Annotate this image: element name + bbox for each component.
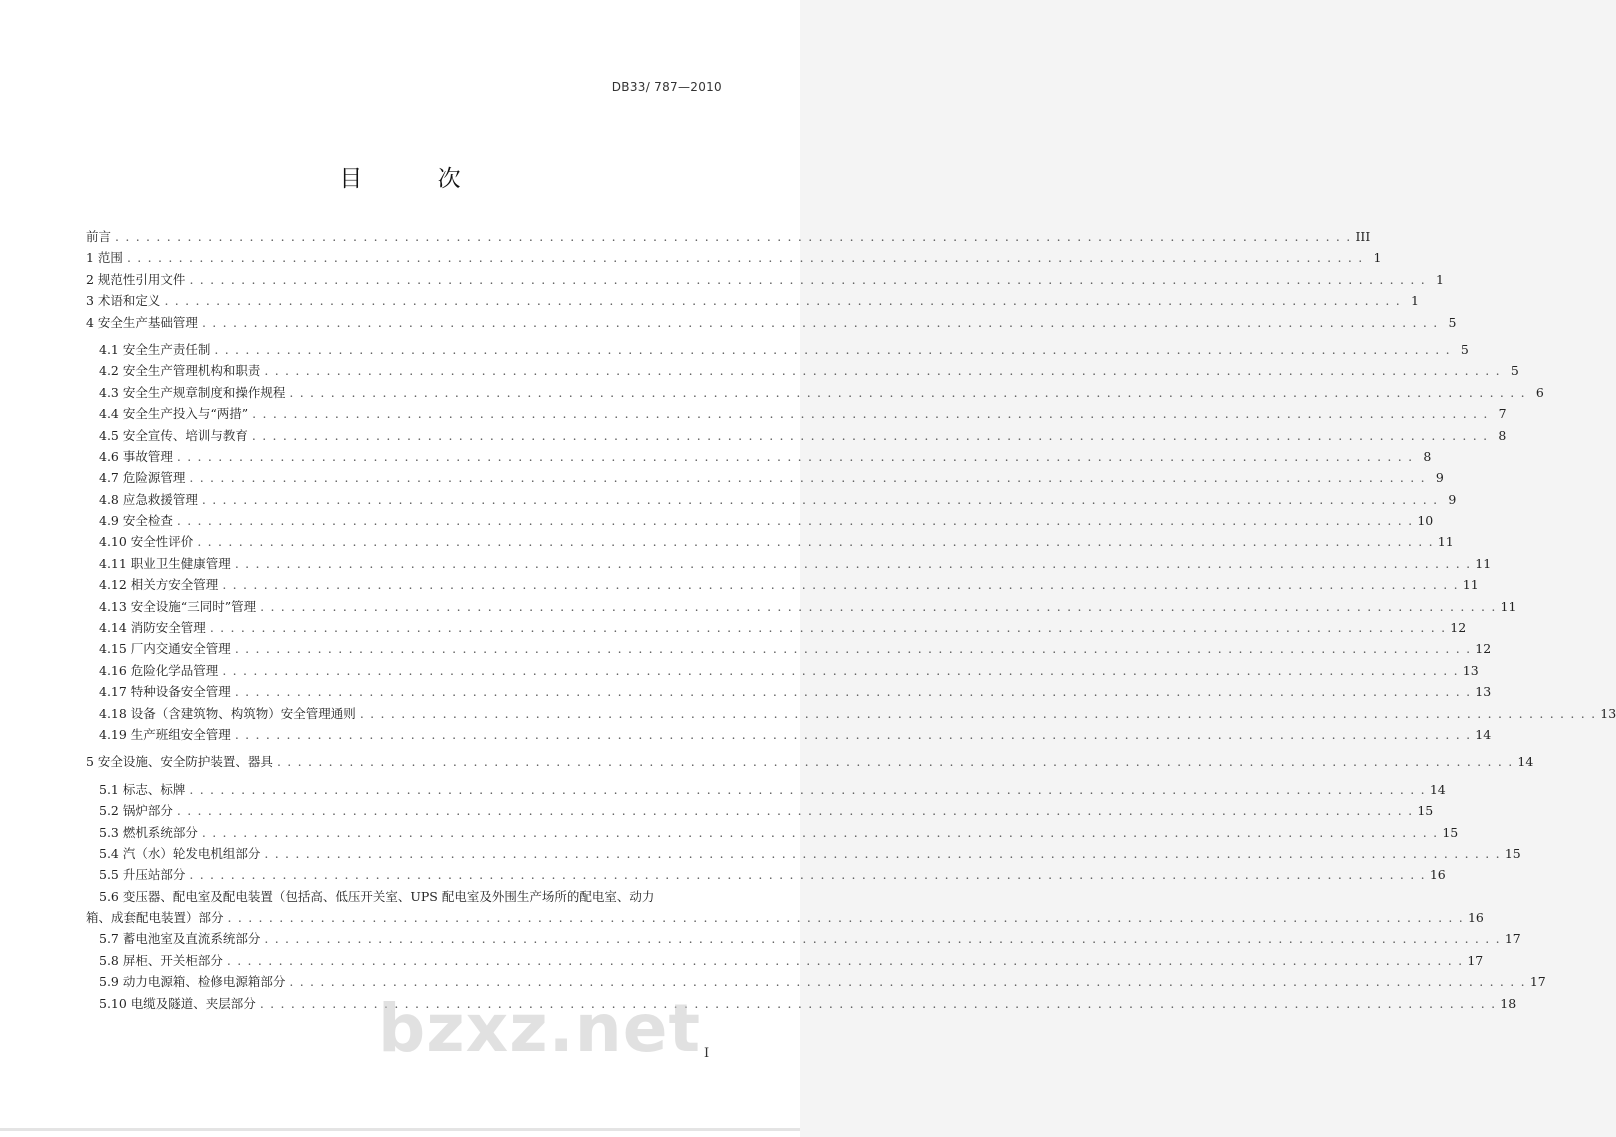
dot-leader: . . . . . . . . . . . . . . . . . . . . . . . . . . . . . . . . . . . . . . . . . . . . . . . . . . . . . . . . . . . . . . . . . . . . . . . . . . . . . . . . . . . . . . . . . . . . . . . . . . . . . . . . . . . . . . . . . . . . . . . . — [189, 781, 1426, 797]
dot-leader: . . . . . . . . . . . . . . . . . . . . . . . . . . . . . . . . . . . . . . . . . . . . . . . . . . . . . . . . . . . . . . . . . . . . . . . . . . . . . . . . . . . . . . . . . . . . . . . . . . . . . . . . . . . . . . . . . . . . . . . . — [359, 705, 1597, 721]
toc-entry[interactable] — [86, 269, 1444, 290]
dot-leader: . . . . . . . . . . . . . . . . . . . . . . . . . . . . . . . . . . . . . . . . . . . . . . . . . . . . . . . . . . . . . . . . . . . . . . . . . . . . . . . . . . . . . . . . . . . . . . . . . . . . . . . . . . . . . . . . . . . . . . . . — [289, 974, 1526, 990]
toc-entry[interactable] — [86, 660, 1479, 681]
dot-leader: . . . . . . . . . . . . . . . . . . . . . . . . . . . . . . . . . . . . . . . . . . . . . . . . . . . . . . . . . . . . . . . . . . . . . . . . . . . . . . . . . . . . . . . . . . . . . . . . . . . . . . . . . . . . . . . . . . . . . . . . — [201, 314, 1439, 330]
dot-leader: . . . . . . . . . . . . . . . . . . . . . . . . . . . . . . . . . . . . . . . . . . . . . . . . . . . . . . . . . . . . . . . . . . . . . . . . . . . . . . . . . . . . . . . . . . . . . . . . . . . . . . . . . . . . . . . . . . . . . . . . — [176, 513, 1414, 529]
dot-leader: . . . . . . . . . . . . . . . . . . . . . . . . . . . . . . . . . . . . . . . . . . . . . . . . . . . . . . . . . . . . . . . . . . . . . . . . . . . . . . . . . . . . . . . . . . . . . . . . . . . . . . . . . . . . . . . . . . . . . . . . — [222, 662, 1459, 678]
toc-page-number: 11 — [1437, 534, 1454, 550]
toc-entry[interactable] — [86, 360, 1519, 381]
toc-entry[interactable] — [86, 446, 1432, 467]
toc-entry-label: 4.8 应急救援管理 — [99, 491, 198, 507]
toc-entry-label: 5.4 汽（水）轮发电机组部分 — [99, 845, 261, 861]
dot-leader: . . . . . . . . . . . . . . . . . . . . . . . . . . . . . . . . . . . . . . . . . . . . . . . . . . . . . . . . . . . . . . . . . . . . . . . . . . . . . . . . . . . . . . . . . . . . . . . . . . . . . . . . . . . . . . . . . . . . . . . . — [234, 726, 1472, 742]
toc-page-number: 11 — [1462, 577, 1479, 593]
dot-leader: . . . . . . . . . . . . . . . . . . . . . . . . . . . . . . . . . . . . . . . . . . . . . . . . . . . . . . . . . . . . . . . . . . . . . . . . . . . . . . . . . . . . . . . . . . . . . . . . . . . . . . . . . . . . . . . . . . . . . . . . — [260, 598, 1497, 614]
toc-entry[interactable] — [86, 751, 1534, 772]
toc-page-number: 15 — [1504, 845, 1521, 861]
toc-entry-label: 4.16 危险化学品管理 — [99, 662, 219, 678]
watermark: bzxz.net — [378, 990, 702, 1067]
toc-entry-label: 前言 — [86, 228, 112, 244]
dot-leader: . . . . . . . . . . . . . . . . . . . . . . . . . . . . . . . . . . . . . . . . . . . . . . . . . . . . . . . . . . . . . . . . . . . . . . . . . . . . . . . . . . . . . . . . . . . . . . . . . . . . . . . . . . . . . . . . . . . . . . . . — [234, 555, 1472, 571]
toc-entry[interactable] — [86, 531, 1454, 552]
toc-entry[interactable] — [86, 574, 1479, 595]
toc-page-number: 1 — [1373, 250, 1382, 266]
toc-entry-label: 5.7 蓄电池室及直流系统部分 — [99, 931, 261, 947]
toc-page-number: III — [1355, 228, 1371, 244]
toc-entry-label: 5.10 电缆及隧道、夹层部分 — [99, 995, 256, 1011]
toc-page-number: 10 — [1417, 513, 1434, 529]
toc-entry-label: 5.9 动力电源箱、检修电源箱部分 — [99, 974, 286, 990]
dot-leader: . . . . . . . . . . . . . . . . . . . . . . . . . . . . . . . . . . . . . . . . . . . . . . . . . . . . . . . . . . . . . . . . . . . . . . . . . . . . . . . . . . . . . . . . . . . . . . . . . . . . . . . . . . . . . . . . . . . . . . . . — [115, 228, 1352, 244]
page-bottom-edge — [0, 1128, 800, 1131]
toc-page-number: 7 — [1498, 406, 1507, 422]
dot-leader: . . . . . . . . . . . . . . . . . . . . . . . . . . . . . . . . . . . . . . . . . . . . . . . . . . . . . . . . . . . . . . . . . . . . . . . . . . . . . . . . . . . . . . . . . . . . . . . . . . . . . . . . . . . . . . . . . . . . . . . . — [176, 448, 1414, 464]
toc-page-number: 8 — [1498, 427, 1507, 443]
standard-code: DB33/ 787—2010 — [611, 80, 722, 94]
toc-entry-label: 4.10 安全性评价 — [99, 534, 194, 550]
toc-entry[interactable] — [86, 290, 1419, 311]
toc-entry-label: 5.2 锅炉部分 — [99, 803, 173, 819]
dot-leader: . . . . . . . . . . . . . . . . . . . . . . . . . . . . . . . . . . . . . . . . . . . . . . . . . . . . . . . . . . . . . . . . . . . . . . . . . . . . . . . . . . . . . . . . . . . . . . . . . . . . . . . . . . . . . . . . . . . . . . . . — [264, 363, 1501, 379]
toc-page-number: 8 — [1423, 448, 1432, 464]
toc-entry-label: 4.19 生产班组安全管理 — [99, 726, 231, 742]
toc-entry[interactable] — [86, 489, 1457, 510]
dot-leader: . . . . . . . . . . . . . . . . . . . . . . . . . . . . . . . . . . . . . . . . . . . . . . . . . . . . . . . . . . . . . . . . . . . . . . . . . . . . . . . . . . . . . . . . . . . . . . . . . . . . . . . . . . . . . . . . . . . . . . . . — [176, 803, 1414, 819]
toc-entry[interactable] — [86, 226, 1371, 247]
toc-entry[interactable] — [86, 553, 1492, 574]
toc-page-number: 15 — [1442, 824, 1459, 840]
toc-entry-label: 5.3 燃机系统部分 — [99, 824, 198, 840]
dot-leader: . . . . . . . . . . . . . . . . . . . . . . . . . . . . . . . . . . . . . . . . . . . . . . . . . . . . . . . . . . . . . . . . . . . . . . . . . . . . . . . . . . . . . . . . . . . . . . . . . . . . . . . . . . . . . . . . . . . . . . . . — [234, 684, 1472, 700]
toc-entry-label: 4.13 安全设施“三同时”管理 — [99, 598, 257, 614]
toc-entry[interactable] — [86, 247, 1382, 268]
dot-leader: . . . . . . . . . . . . . . . . . . . . . . . . . . . . . . . . . . . . . . . . . . . . . . . . . . . . . . . . . . . . . . . . . . . . . . . . . . . . . . . . . . . . . . . . . . . . . . . . . . . . . . . . . . . . . . . . . . . . . . . . — [226, 952, 1464, 968]
dot-leader: . . . . . . . . . . . . . . . . . . . . . . . . . . . . . . . . . . . . . . . . . . . . . . . . . . . . . . . . . . . . . . . . . . . . . . . . . . . . . . . . . . . . . . . . . . . . . . . . . . . . . . . . . . . . . . . . . . . . . . . . — [201, 824, 1439, 840]
toc-page-number: 13 — [1462, 662, 1479, 678]
toc-page-number: 14 — [1429, 781, 1446, 797]
toc-entry-label: 1 范围 — [86, 250, 123, 266]
toc-entry[interactable] — [86, 950, 1484, 971]
toc-entry-label: 4.9 安全检查 — [99, 513, 173, 529]
toc-entry[interactable] — [86, 779, 1446, 800]
toc-entry[interactable] — [86, 724, 1492, 745]
toc-entry[interactable] — [86, 382, 1544, 403]
toc-entry-label: 4.4 安全生产投入与“两措” — [99, 406, 249, 422]
toc-entry-label: 4.2 安全生产管理机构和职责 — [99, 363, 261, 379]
dot-leader: . . . . . . . . . . . . . . . . . . . . . . . . . . . . . . . . . . . . . . . . . . . . . . . . . . . . . . . . . . . . . . . . . . . . . . . . . . . . . . . . . . . . . . . . . . . . . . . . . . . . . . . . . . . . . . . . . . . . . . . . — [276, 754, 1514, 770]
dot-leader: . . . . . . . . . . . . . . . . . . . . . . . . . . . . . . . . . . . . . . . . . . . . . . . . . . . . . . . . . . . . . . . . . . . . . . . . . . . . . . . . . . . . . . . . . . . . . . . . . . . . . . . . . . . . . . . . . . . . . . . . — [189, 867, 1426, 883]
toc-page-number: 1 — [1410, 293, 1419, 309]
toc-page-number: 13 — [1475, 684, 1492, 700]
toc-entry-label: 4.12 相关方安全管理 — [99, 577, 219, 593]
toc-page-number: 15 — [1417, 803, 1434, 819]
dot-leader: . . . . . . . . . . . . . . . . . . . . . . . . . . . . . . . . . . . . . . . . . . . . . . . . . . . . . . . . . . . . . . . . . . . . . . . . . . . . . . . . . . . . . . . . . . . . . . . . . . . . . . . . . . . . . . . . . . . . . . . . — [222, 577, 1459, 593]
dot-leader: . . . . . . . . . . . . . . . . . . . . . . . . . . . . . . . . . . . . . . . . . . . . . . . . . . . . . . . . . . . . . . . . . . . . . . . . . . . . . . . . . . . . . . . . . . . . . . . . . . . . . . . . . . . . . . . . . . . . . . . . — [252, 406, 1489, 422]
toc-entry-label: 5.8 屏柜、开关柜部分 — [99, 952, 223, 968]
dot-leader: . . . . . . . . . . . . . . . . . . . . . . . . . . . . . . . . . . . . . . . . . . . . . . . . . . . . . . . . . . . . . . . . . . . . . . . . . . . . . . . . . . . . . . . . . . . . . . . . . . . . . . . . . . . . . . . . . . . . . . . . — [234, 641, 1472, 657]
toc-entry[interactable] — [86, 425, 1507, 446]
toc-entry-label: 4.7 危险源管理 — [99, 470, 186, 486]
toc-entry[interactable] — [86, 929, 1521, 950]
toc-entry[interactable] — [86, 339, 1469, 360]
toc-page-number: 12 — [1475, 641, 1492, 657]
toc-entry[interactable] — [86, 617, 1467, 638]
toc-page-number: 18 — [1500, 995, 1517, 1011]
toc-page-number: 5 — [1460, 341, 1469, 357]
dot-leader: . . . . . . . . . . . . . . . . . . . . . . . . . . . . . . . . . . . . . . . . . . . . . . . . . . . . . . . . . . . . . . . . . . . . . . . . . . . . . . . . . . . . . . . . . . . . . . . . . . . . . . . . . . . . . . . . . . . . . . . . — [189, 271, 1426, 287]
toc-entry-label: 4.18 设备（含建筑物、构筑物）安全管理通则 — [99, 705, 356, 721]
toc-entry-label: 4 安全生产基础管理 — [86, 314, 198, 330]
toc-entry-label: 4.6 事故管理 — [99, 448, 173, 464]
dot-leader: . . . . . . . . . . . . . . . . . . . . . . . . . . . . . . . . . . . . . . . . . . . . . . . . . . . . . . . . . . . . . . . . . . . . . . . . . . . . . . . . . . . . . . . . . . . . . . . . . . . . . . . . . . . . . . . . . . . . . . . . — [164, 293, 1401, 309]
toc-page-number: 12 — [1450, 620, 1467, 636]
toc-page-number: 11 — [1475, 555, 1492, 571]
toc-entry[interactable] — [86, 467, 1444, 488]
toc-entry-label: 4.15 厂内交通安全管理 — [99, 641, 231, 657]
toc-page-number: 17 — [1467, 952, 1484, 968]
toc-entry[interactable] — [86, 822, 1459, 843]
toc-entry[interactable] — [86, 510, 1434, 531]
toc-page-number: 11 — [1500, 598, 1517, 614]
toc-entry-label-cont: 箱、成套配电装置）部分 — [86, 910, 224, 926]
toc-page-number: 9 — [1435, 470, 1444, 486]
toc-entry[interactable] — [86, 638, 1492, 659]
dot-leader: . . . . . . . . . . . . . . . . . . . . . . . . . . . . . . . . . . . . . . . . . . . . . . . . . . . . . . . . . . . . . . . . . . . . . . . . . . . . . . . . . . . . . . . . . . . . . . . . . . . . . . . . . . . . . . . . . . . . . . . . — [289, 384, 1526, 400]
toc-entry-label: 4.1 安全生产责任制 — [99, 341, 211, 357]
toc-entry-label: 5.1 标志、标牌 — [99, 781, 186, 797]
toc-page-number: 5 — [1448, 314, 1457, 330]
toc-entry-label: 5 安全设施、安全防护装置、器具 — [86, 754, 273, 770]
dot-leader: . . . . . . . . . . . . . . . . . . . . . . . . . . . . . . . . . . . . . . . . . . . . . . . . . . . . . . . . . . . . . . . . . . . . . . . . . . . . . . . . . . . . . . . . . . . . . . . . . . . . . . . . . . . . . . . . . . . . . . . . — [259, 995, 1497, 1011]
dot-leader: . . . . . . . . . . . . . . . . . . . . . . . . . . . . . . . . . . . . . . . . . . . . . . . . . . . . . . . . . . . . . . . . . . . . . . . . . . . . . . . . . . . . . . . . . . . . . . . . . . . . . . . . . . . . . . . . . . . . . . . . — [197, 534, 1434, 550]
toc-page-number: 14 — [1475, 726, 1492, 742]
toc-entry[interactable] — [86, 403, 1507, 424]
toc-entry[interactable] — [86, 864, 1446, 885]
toc-entry-label: 2 规范性引用文件 — [86, 271, 186, 287]
toc-entry-label[interactable]: 5.6 变压器、配电室及配电装置（包括高、低压开关室、UPS 配电室及外围生产场所的配电室、动力 — [99, 888, 655, 904]
dot-leader: . . . . . . . . . . . . . . . . . . . . . . . . . . . . . . . . . . . . . . . . . . . . . . . . . . . . . . . . . . . . . . . . . . . . . . . . . . . . . . . . . . . . . . . . . . . . . . . . . . . . . . . . . . . . . . . . . . . . . . . . — [264, 931, 1501, 947]
toc-entry-label: 4.5 安全宣传、培训与教育 — [99, 427, 248, 443]
toc-entry[interactable] — [86, 312, 1457, 333]
toc-entry-label: 4.3 安全生产规章制度和操作规程 — [99, 384, 286, 400]
toc-page-number: 17 — [1529, 974, 1546, 990]
toc-page-number: 16 — [1467, 910, 1484, 926]
toc-entry[interactable] — [86, 800, 1434, 821]
toc-entry[interactable] — [86, 596, 1517, 617]
dot-leader: . . . . . . . . . . . . . . . . . . . . . . . . . . . . . . . . . . . . . . . . . . . . . . . . . . . . . . . . . . . . . . . . . . . . . . . . . . . . . . . . . . . . . . . . . . . . . . . . . . . . . . . . . . . . . . . . . . . . . . . . — [214, 341, 1451, 357]
toc-entry[interactable] — [86, 907, 1484, 928]
toc-page-number: 5 — [1510, 363, 1519, 379]
dot-leader: . . . . . . . . . . . . . . . . . . . . . . . . . . . . . . . . . . . . . . . . . . . . . . . . . . . . . . . . . . . . . . . . . . . . . . . . . . . . . . . . . . . . . . . . . . . . . . . . . . . . . . . . . . . . . . . . . . . . . . . . — [251, 427, 1489, 443]
dot-leader: . . . . . . . . . . . . . . . . . . . . . . . . . . . . . . . . . . . . . . . . . . . . . . . . . . . . . . . . . . . . . . . . . . . . . . . . . . . . . . . . . . . . . . . . . . . . . . . . . . . . . . . . . . . . . . . . . . . . . . . . — [189, 470, 1426, 486]
toc-page-number: 17 — [1504, 931, 1521, 947]
toc-page-number: 1 — [1435, 271, 1444, 287]
dot-leader: . . . . . . . . . . . . . . . . . . . . . . . . . . . . . . . . . . . . . . . . . . . . . . . . . . . . . . . . . . . . . . . . . . . . . . . . . . . . . . . . . . . . . . . . . . . . . . . . . . . . . . . . . . . . . . . . . . . . . . . . — [209, 620, 1447, 636]
toc-page-number: 13 — [1600, 705, 1616, 721]
toc-entry-label: 4.14 消防安全管理 — [99, 620, 206, 636]
dot-leader: . . . . . . . . . . . . . . . . . . . . . . . . . . . . . . . . . . . . . . . . . . . . . . . . . . . . . . . . . . . . . . . . . . . . . . . . . . . . . . . . . . . . . . . . . . . . . . . . . . . . . . . . . . . . . . . . . . . . . . . . — [264, 845, 1501, 861]
page-number: I — [704, 1046, 710, 1061]
toc-page-number: 16 — [1429, 867, 1446, 883]
toc-page-number: 14 — [1517, 754, 1534, 770]
dot-leader: . . . . . . . . . . . . . . . . . . . . . . . . . . . . . . . . . . . . . . . . . . . . . . . . . . . . . . . . . . . . . . . . . . . . . . . . . . . . . . . . . . . . . . . . . . . . . . . . . . . . . . . . . . . . . . . . . . . . . . . . — [126, 250, 1364, 266]
dot-leader: . . . . . . . . . . . . . . . . . . . . . . . . . . . . . . . . . . . . . . . . . . . . . . . . . . . . . . . . . . . . . . . . . . . . . . . . . . . . . . . . . . . . . . . . . . . . . . . . . . . . . . . . . . . . . . . . . . . . . . . . — [201, 491, 1439, 507]
toc-entry-label: 5.5 升压站部分 — [99, 867, 186, 883]
toc-page-number: 9 — [1448, 491, 1457, 507]
toc-entry-label: 4.17 特种设备安全管理 — [99, 684, 231, 700]
toc-page-number: 6 — [1535, 384, 1544, 400]
toc-entry[interactable] — [86, 703, 1616, 724]
toc-entry-label: 4.11 职业卫生健康管理 — [99, 555, 231, 571]
toc-entry[interactable] — [86, 843, 1521, 864]
toc-entry[interactable] — [86, 681, 1492, 702]
toc-entry-label: 3 术语和定义 — [86, 293, 161, 309]
page-title: 目 次 — [339, 166, 495, 192]
table-of-contents — [86, 226, 1616, 1014]
dot-leader: . . . . . . . . . . . . . . . . . . . . . . . . . . . . . . . . . . . . . . . . . . . . . . . . . . . . . . . . . . . . . . . . . . . . . . . . . . . . . . . . . . . . . . . . . . . . . . . . . . . . . . . . . . . . . . . . . . . . . . . . — [227, 910, 1464, 926]
